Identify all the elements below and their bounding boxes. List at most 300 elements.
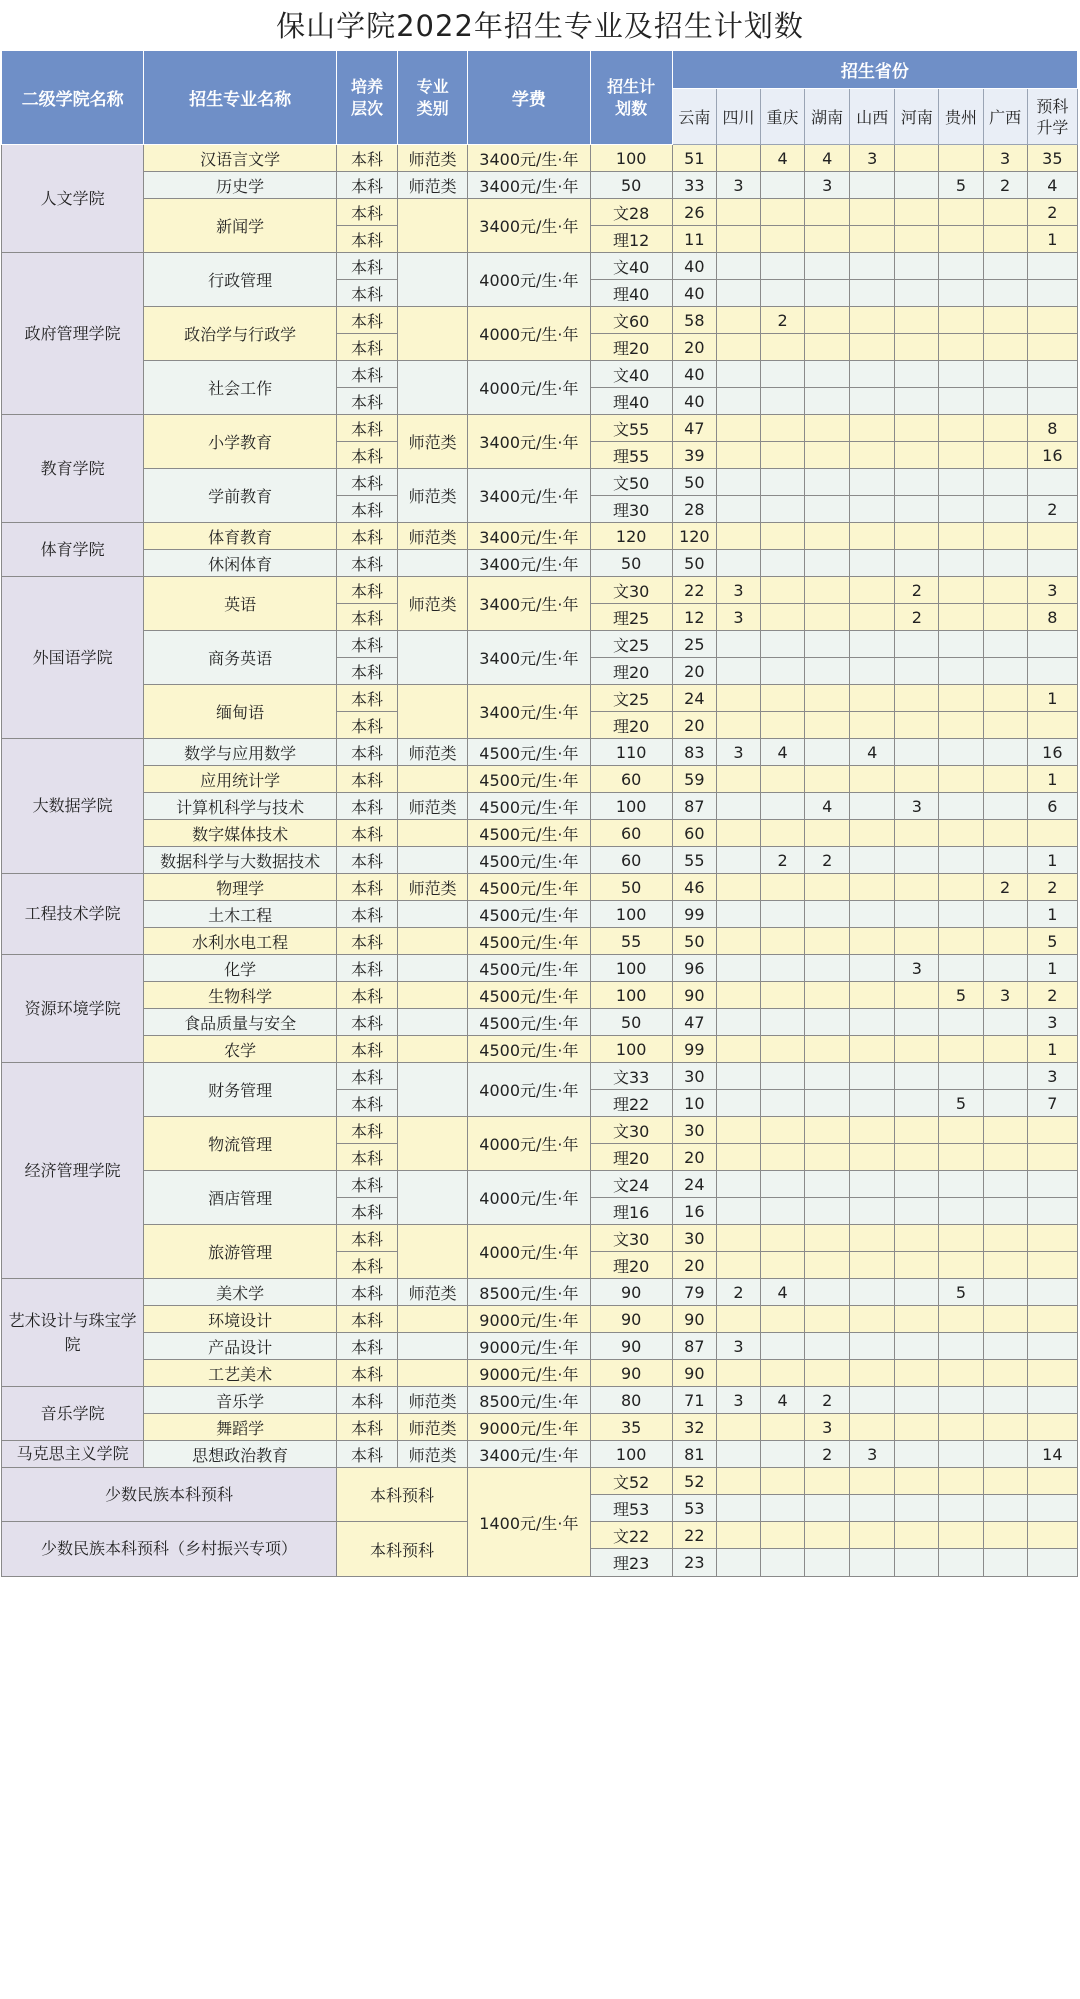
- province-count-cell: 90: [672, 982, 716, 1009]
- plan-cell: 理53: [590, 1495, 672, 1522]
- plan-cell: 100: [590, 955, 672, 982]
- province-count-cell: [761, 1441, 805, 1468]
- header-plan-text: 招生计划数: [607, 76, 656, 118]
- province-count-cell: [1027, 1225, 1077, 1252]
- province-count-cell: [761, 361, 805, 388]
- province-count-cell: 20: [672, 712, 716, 739]
- plan-cell: 100: [590, 982, 672, 1009]
- province-count-cell: [939, 1522, 983, 1549]
- province-count-cell: [1027, 1333, 1077, 1360]
- province-count-cell: [805, 1198, 850, 1225]
- province-count-cell: 90: [672, 1360, 716, 1387]
- province-count-cell: [939, 658, 983, 685]
- major-name: 汉语言文学: [144, 145, 337, 172]
- province-count-cell: [761, 1144, 805, 1171]
- plan-cell: 理23: [590, 1549, 672, 1577]
- header-province: 四川: [716, 89, 760, 145]
- province-count-cell: 50: [672, 550, 716, 577]
- college-name: 艺术设计与珠宝学院: [2, 1279, 144, 1387]
- fee-cell: 3400元/生·年: [468, 415, 590, 469]
- province-count-cell: [761, 1090, 805, 1117]
- province-count-cell: [850, 982, 895, 1009]
- province-count-cell: [1027, 1387, 1077, 1414]
- fee-cell: 3400元/生·年: [468, 631, 590, 685]
- plan-cell: 理55: [590, 442, 672, 469]
- province-count-cell: [761, 1009, 805, 1036]
- level-cell: 本科: [336, 550, 397, 577]
- province-count-cell: [761, 631, 805, 658]
- province-count-cell: [939, 1117, 983, 1144]
- province-count-cell: [983, 1306, 1027, 1333]
- province-count-cell: [895, 1360, 939, 1387]
- province-count-cell: [716, 1495, 760, 1522]
- plan-cell: 80: [590, 1387, 672, 1414]
- province-count-cell: 4: [805, 793, 850, 820]
- table-row: [2, 415, 1078, 442]
- province-count-cell: 58: [672, 307, 716, 334]
- plan-cell: 理16: [590, 1198, 672, 1225]
- category-cell: 师范类: [398, 793, 468, 820]
- province-count-cell: 46: [672, 874, 716, 901]
- province-count-cell: [761, 982, 805, 1009]
- province-count-cell: [761, 1117, 805, 1144]
- province-count-cell: 2: [805, 1441, 850, 1468]
- header-major: 招生专业名称: [144, 51, 337, 145]
- province-count-cell: [939, 1441, 983, 1468]
- province-count-cell: [895, 1252, 939, 1279]
- province-count-cell: [761, 766, 805, 793]
- fee-cell: 9000元/生·年: [468, 1306, 590, 1333]
- province-count-cell: 16: [1027, 442, 1077, 469]
- province-count-cell: 59: [672, 766, 716, 793]
- province-count-cell: 33: [672, 172, 716, 199]
- province-count-cell: [983, 496, 1027, 523]
- province-count-cell: [805, 415, 850, 442]
- province-count-cell: [716, 1360, 760, 1387]
- province-count-cell: 20: [672, 334, 716, 361]
- major-name: 行政管理: [144, 253, 337, 307]
- province-count-cell: [895, 847, 939, 874]
- level-cell: 本科: [336, 1225, 397, 1252]
- category-cell: 师范类: [398, 172, 468, 199]
- province-count-cell: [805, 658, 850, 685]
- header-category-text: 专业类别: [416, 76, 449, 118]
- province-count-cell: [850, 550, 895, 577]
- province-count-cell: [805, 280, 850, 307]
- fee-cell: 3400元/生·年: [468, 577, 590, 631]
- fee-cell: 4500元/生·年: [468, 874, 590, 901]
- province-count-cell: [761, 1306, 805, 1333]
- province-count-cell: 71: [672, 1387, 716, 1414]
- province-count-cell: [716, 847, 760, 874]
- category-cell: [398, 1063, 468, 1117]
- major-name: 财务管理: [144, 1063, 337, 1117]
- fee-cell: 4500元/生·年: [468, 955, 590, 982]
- province-count-cell: [716, 1063, 760, 1090]
- province-count-cell: [939, 685, 983, 712]
- fee-cell: 4500元/生·年: [468, 820, 590, 847]
- province-count-cell: [983, 1360, 1027, 1387]
- province-count-cell: [1027, 1171, 1077, 1198]
- table-row: [2, 1441, 1078, 1468]
- table-row: [2, 1360, 1078, 1387]
- fee-cell: 8500元/生·年: [468, 1279, 590, 1306]
- level-cell: 本科: [336, 955, 397, 982]
- province-count-cell: [939, 1198, 983, 1225]
- province-count-cell: [761, 1171, 805, 1198]
- province-count-cell: 3: [716, 1333, 760, 1360]
- province-count-cell: [1027, 1279, 1077, 1306]
- province-count-cell: [761, 793, 805, 820]
- province-count-cell: [939, 712, 983, 739]
- level-cell: 本科: [336, 1090, 397, 1117]
- province-count-cell: [939, 901, 983, 928]
- province-count-cell: 25: [672, 631, 716, 658]
- province-count-cell: 5: [939, 982, 983, 1009]
- fee-cell: 3400元/生·年: [468, 523, 590, 550]
- major-name: 体育教育: [144, 523, 337, 550]
- fee-cell: 4500元/生·年: [468, 766, 590, 793]
- level-cell: 本科: [336, 334, 397, 361]
- province-count-cell: [1027, 1198, 1077, 1225]
- table-row: [2, 1333, 1078, 1360]
- province-count-cell: 4: [761, 1387, 805, 1414]
- major-name: 英语: [144, 577, 337, 631]
- province-count-cell: 20: [672, 1144, 716, 1171]
- province-count-cell: [895, 739, 939, 766]
- prep-level: 本科预科: [336, 1468, 467, 1522]
- province-count-cell: [895, 1333, 939, 1360]
- province-count-cell: [895, 982, 939, 1009]
- province-count-cell: [983, 1549, 1027, 1577]
- province-count-cell: [850, 496, 895, 523]
- province-count-cell: [983, 1117, 1027, 1144]
- province-count-cell: [1027, 1522, 1077, 1549]
- province-count-cell: 23: [672, 1549, 716, 1577]
- level-cell: 本科: [336, 1387, 397, 1414]
- province-count-cell: [805, 1522, 850, 1549]
- category-cell: 师范类: [398, 1441, 468, 1468]
- province-count-cell: [1027, 388, 1077, 415]
- province-count-cell: [939, 766, 983, 793]
- province-count-cell: 16: [672, 1198, 716, 1225]
- province-count-cell: [850, 1036, 895, 1063]
- level-cell: 本科: [336, 793, 397, 820]
- province-count-cell: [805, 1279, 850, 1306]
- province-count-cell: 52: [672, 1468, 716, 1495]
- plan-cell: 110: [590, 739, 672, 766]
- province-count-cell: [983, 1009, 1027, 1036]
- header-province: 河南: [895, 89, 939, 145]
- province-count-cell: [939, 145, 983, 172]
- major-name: 商务英语: [144, 631, 337, 685]
- province-count-cell: 2: [983, 172, 1027, 199]
- level-cell: 本科: [336, 199, 397, 226]
- province-count-cell: [850, 955, 895, 982]
- province-count-cell: [939, 793, 983, 820]
- province-count-cell: 87: [672, 793, 716, 820]
- level-cell: 本科: [336, 415, 397, 442]
- province-count-cell: [1027, 334, 1077, 361]
- province-count-cell: [761, 1036, 805, 1063]
- province-count-cell: [939, 1360, 983, 1387]
- province-count-cell: 30: [672, 1225, 716, 1252]
- province-count-cell: 3: [1027, 577, 1077, 604]
- province-count-cell: [850, 199, 895, 226]
- province-count-cell: [983, 253, 1027, 280]
- category-cell: [398, 631, 468, 685]
- province-count-cell: [805, 820, 850, 847]
- province-count-cell: 1: [1027, 901, 1077, 928]
- province-count-cell: 1: [1027, 1036, 1077, 1063]
- province-count-cell: [895, 874, 939, 901]
- table-row: [2, 145, 1078, 172]
- college-name: 人文学院: [2, 145, 144, 253]
- province-count-cell: [850, 253, 895, 280]
- major-name: 学前教育: [144, 469, 337, 523]
- level-cell: 本科: [336, 1009, 397, 1036]
- header-category: [398, 51, 468, 145]
- province-count-cell: [939, 874, 983, 901]
- fee-cell: 4500元/生·年: [468, 901, 590, 928]
- province-count-cell: [939, 1387, 983, 1414]
- province-count-cell: 90: [672, 1306, 716, 1333]
- province-count-cell: 22: [672, 577, 716, 604]
- major-name: 旅游管理: [144, 1225, 337, 1279]
- province-count-cell: [805, 1036, 850, 1063]
- province-count-cell: [895, 550, 939, 577]
- level-cell: 本科: [336, 1036, 397, 1063]
- province-count-cell: [716, 280, 760, 307]
- province-count-cell: [716, 334, 760, 361]
- province-count-cell: [895, 226, 939, 253]
- province-count-cell: [983, 307, 1027, 334]
- header-province: 重庆: [761, 89, 805, 145]
- province-count-cell: [983, 712, 1027, 739]
- college-name: 资源环境学院: [2, 955, 144, 1063]
- header-province: 湖南: [805, 89, 850, 145]
- plan-cell: 60: [590, 820, 672, 847]
- province-count-cell: 6: [1027, 793, 1077, 820]
- college-name: 体育学院: [2, 523, 144, 577]
- province-count-cell: [716, 1144, 760, 1171]
- province-count-cell: [1027, 1306, 1077, 1333]
- province-count-cell: [716, 901, 760, 928]
- province-count-cell: [895, 1009, 939, 1036]
- province-count-cell: 1: [1027, 685, 1077, 712]
- header-fee: 学费: [468, 51, 590, 145]
- province-count-cell: [1027, 253, 1077, 280]
- province-count-cell: [761, 577, 805, 604]
- province-count-cell: [850, 1414, 895, 1441]
- plan-cell: 理20: [590, 658, 672, 685]
- province-count-cell: [761, 334, 805, 361]
- province-count-cell: [850, 415, 895, 442]
- plan-cell: 理20: [590, 1252, 672, 1279]
- plan-cell: 文22: [590, 1522, 672, 1549]
- province-count-cell: [939, 496, 983, 523]
- province-count-cell: [895, 1144, 939, 1171]
- fee-cell: 4000元/生·年: [468, 253, 590, 307]
- province-count-cell: [716, 1171, 760, 1198]
- province-count-cell: [939, 1468, 983, 1495]
- province-count-cell: 20: [672, 658, 716, 685]
- province-count-cell: [895, 1306, 939, 1333]
- province-count-cell: [850, 1225, 895, 1252]
- province-count-cell: [716, 1549, 760, 1577]
- plan-cell: 文50: [590, 469, 672, 496]
- province-count-cell: 28: [672, 496, 716, 523]
- province-count-cell: [850, 523, 895, 550]
- province-count-cell: 4: [1027, 172, 1077, 199]
- table-row: [2, 1279, 1078, 1306]
- province-count-cell: [761, 712, 805, 739]
- level-cell: 本科: [336, 1441, 397, 1468]
- province-count-cell: [716, 523, 760, 550]
- province-count-cell: [716, 793, 760, 820]
- header-level: [336, 51, 397, 145]
- major-name: 应用统计学: [144, 766, 337, 793]
- province-count-cell: [983, 1063, 1027, 1090]
- table-row: [2, 1414, 1078, 1441]
- province-count-cell: [805, 1009, 850, 1036]
- province-count-cell: [716, 496, 760, 523]
- province-count-cell: [805, 361, 850, 388]
- province-count-cell: [895, 1549, 939, 1577]
- province-count-cell: [850, 631, 895, 658]
- province-count-cell: [761, 685, 805, 712]
- province-count-cell: [761, 658, 805, 685]
- province-count-cell: 3: [983, 145, 1027, 172]
- province-count-cell: [939, 1495, 983, 1522]
- province-count-cell: [716, 712, 760, 739]
- fee-cell: 4500元/生·年: [468, 847, 590, 874]
- province-count-cell: [850, 1279, 895, 1306]
- province-count-cell: [850, 685, 895, 712]
- level-cell: 本科: [336, 1198, 397, 1225]
- province-count-cell: [939, 1144, 983, 1171]
- province-count-cell: [1027, 361, 1077, 388]
- province-count-cell: [895, 1387, 939, 1414]
- plan-cell: 文25: [590, 631, 672, 658]
- province-count-cell: [939, 334, 983, 361]
- province-count-cell: [716, 820, 760, 847]
- province-count-cell: [850, 1387, 895, 1414]
- table-row: [2, 1468, 1078, 1495]
- province-count-cell: [983, 1171, 1027, 1198]
- plan-cell: 100: [590, 145, 672, 172]
- category-cell: [398, 901, 468, 928]
- province-count-cell: [983, 442, 1027, 469]
- header-province: 山西: [850, 89, 895, 145]
- province-count-cell: 51: [672, 145, 716, 172]
- province-count-cell: [895, 1117, 939, 1144]
- major-name: 美术学: [144, 1279, 337, 1306]
- plan-cell: 90: [590, 1306, 672, 1333]
- table-row: [2, 1387, 1078, 1414]
- fee-cell: 9000元/生·年: [468, 1414, 590, 1441]
- level-cell: 本科: [336, 1414, 397, 1441]
- category-cell: [398, 1009, 468, 1036]
- fee-cell: 3400元/生·年: [468, 685, 590, 739]
- province-count-cell: [761, 442, 805, 469]
- plan-cell: 60: [590, 847, 672, 874]
- header-plan: [590, 51, 672, 145]
- major-name: 农学: [144, 1036, 337, 1063]
- province-count-cell: [850, 1117, 895, 1144]
- province-count-cell: [983, 1252, 1027, 1279]
- province-count-cell: 60: [672, 820, 716, 847]
- province-count-cell: [805, 1117, 850, 1144]
- level-cell: 本科: [336, 361, 397, 388]
- fee-cell: 3400元/生·年: [468, 469, 590, 523]
- province-count-cell: [716, 1414, 760, 1441]
- province-count-cell: 12: [672, 604, 716, 631]
- level-cell: 本科: [336, 388, 397, 415]
- table-row: [2, 631, 1078, 658]
- province-count-cell: [850, 226, 895, 253]
- province-count-cell: 3: [805, 172, 850, 199]
- plan-cell: 文55: [590, 415, 672, 442]
- major-name: 工艺美术: [144, 1360, 337, 1387]
- province-count-cell: [1027, 523, 1077, 550]
- province-count-cell: [1027, 820, 1077, 847]
- province-count-cell: [850, 1171, 895, 1198]
- province-count-cell: [895, 1198, 939, 1225]
- plan-cell: 文24: [590, 1171, 672, 1198]
- province-count-cell: [716, 307, 760, 334]
- province-count-cell: 5: [939, 172, 983, 199]
- province-count-cell: [895, 172, 939, 199]
- fee-cell: 3400元/生·年: [468, 172, 590, 199]
- table-row: [2, 307, 1078, 334]
- fee-cell: 4500元/生·年: [468, 739, 590, 766]
- table-row: [2, 739, 1078, 766]
- province-count-cell: [805, 496, 850, 523]
- level-cell: 本科: [336, 577, 397, 604]
- level-cell: 本科: [336, 280, 397, 307]
- category-cell: [398, 820, 468, 847]
- province-count-cell: [850, 334, 895, 361]
- level-cell: 本科: [336, 604, 397, 631]
- major-name: 政治学与行政学: [144, 307, 337, 361]
- category-cell: [398, 1036, 468, 1063]
- table-row: [2, 1063, 1078, 1090]
- header-level-text: 培养层次: [350, 76, 383, 118]
- province-count-cell: [983, 1279, 1027, 1306]
- level-cell: 本科: [336, 442, 397, 469]
- province-count-cell: [805, 1549, 850, 1577]
- category-cell: [398, 1225, 468, 1279]
- province-count-cell: 24: [672, 1171, 716, 1198]
- table-row: [2, 523, 1078, 550]
- province-count-cell: [805, 1306, 850, 1333]
- province-count-cell: [805, 1171, 850, 1198]
- province-count-cell: [761, 172, 805, 199]
- province-count-cell: [895, 361, 939, 388]
- province-count-cell: [939, 523, 983, 550]
- plan-cell: 90: [590, 1333, 672, 1360]
- province-count-cell: [761, 1495, 805, 1522]
- college-name: 教育学院: [2, 415, 144, 523]
- province-count-cell: [716, 685, 760, 712]
- province-count-cell: [761, 1198, 805, 1225]
- table-row: [2, 1171, 1078, 1198]
- province-count-cell: [716, 199, 760, 226]
- province-count-cell: [1027, 1468, 1077, 1495]
- province-count-cell: 8: [1027, 415, 1077, 442]
- province-count-cell: 2: [895, 577, 939, 604]
